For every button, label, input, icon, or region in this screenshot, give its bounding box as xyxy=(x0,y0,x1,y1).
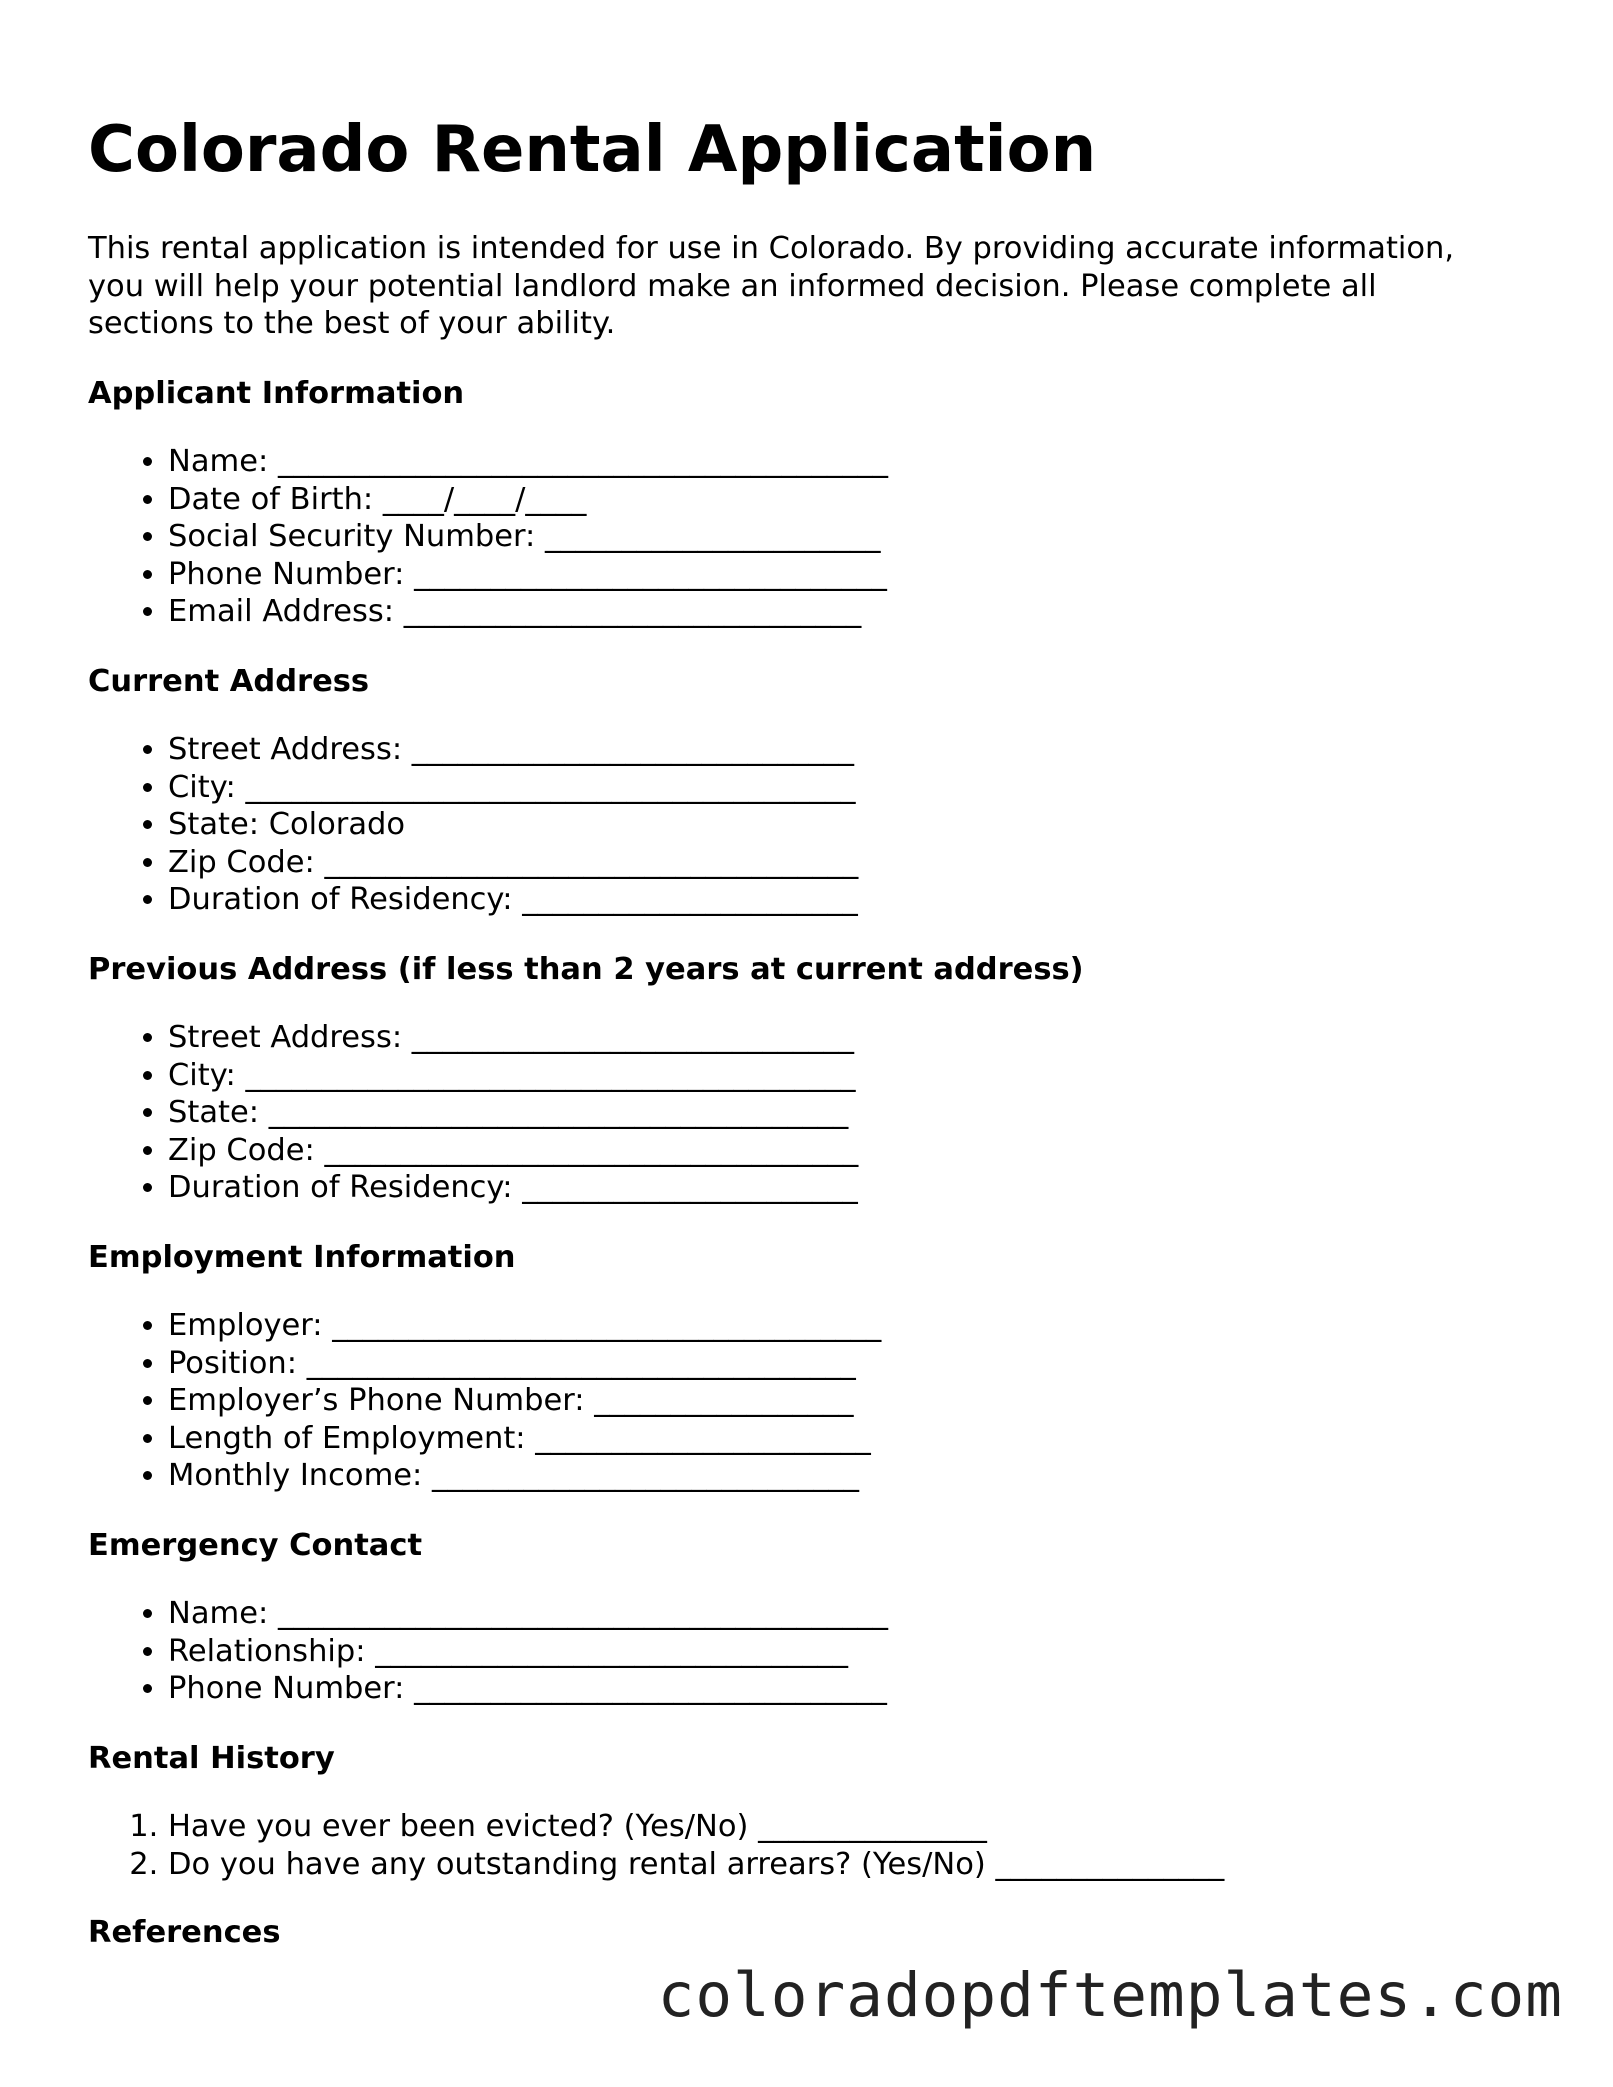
list-item-duration: • Duration of Residency: ______________________ xyxy=(168,881,858,919)
list-item-employer: • Employer: ____________________________________ xyxy=(168,1307,881,1345)
list-item-name: • Name: ________________________________________ xyxy=(168,1595,888,1633)
list-item-arrears: 2. Do you have any outstanding rental arrears? (Yes/No) _______________ xyxy=(168,1846,1224,1884)
rental-history-list xyxy=(88,1808,1224,1883)
section-title-rental-history: Rental History xyxy=(88,1741,335,1776)
list-item-relationship: • Relationship: _______________________________ xyxy=(168,1633,888,1671)
list-item-duration: • Duration of Residency: ______________________ xyxy=(168,1169,858,1207)
section-title-employment: Employment Information xyxy=(88,1240,516,1275)
list-item-date-of-birth: • Date of Birth: ____/____/____ xyxy=(168,481,888,519)
section-title-previous-address: Previous Address (if less than 2 years at current address) xyxy=(88,952,1084,987)
list-item-evicted: 1. Have you ever been evicted? (Yes/No) _______________ xyxy=(168,1808,1224,1846)
section-title-emergency: Emergency Contact xyxy=(88,1528,423,1563)
list-item-monthly-income: • Monthly Income: ____________________________ xyxy=(168,1457,881,1495)
emergency-list xyxy=(88,1595,888,1708)
list-item-zip: • Zip Code: ___________________________________ xyxy=(168,1132,858,1170)
list-item-city: • City: ________________________________________ xyxy=(168,1057,858,1095)
watermark: coloradopdftemplates.com xyxy=(657,1960,1563,2031)
section-title-references: References xyxy=(88,1915,281,1950)
list-item-state: • State: ______________________________________ xyxy=(168,1094,858,1132)
list-item-state: • State: Colorado xyxy=(168,806,858,844)
list-item-zip: • Zip Code: ___________________________________ xyxy=(168,844,858,882)
section-title-current-address: Current Address xyxy=(88,664,370,699)
list-item-phone: • Phone Number: _______________________________ xyxy=(168,556,888,594)
list-item-ssn: • Social Security Number: ______________________ xyxy=(168,518,888,556)
list-item-street: • Street Address: _____________________________ xyxy=(168,1019,858,1057)
list-item-city: • City: ________________________________________ xyxy=(168,769,858,807)
list-item-name: • Name: ________________________________________ xyxy=(168,443,888,481)
intro-paragraph: This rental application is intended for use in Colorado. By providing accurate information, you will help your potential landlord make an informed decision. Please complete all sections to the best of your ability. xyxy=(88,231,1455,341)
employment-list xyxy=(88,1307,881,1495)
list-item-position: • Position: ____________________________________ xyxy=(168,1345,881,1383)
list-item-phone: • Phone Number: _______________________________ xyxy=(168,1670,888,1708)
list-item-email: • Email Address: ______________________________ xyxy=(168,593,888,631)
section-title-applicant: Applicant Information xyxy=(88,376,465,411)
list-item-length-of-employment: • Length of Employment: ______________________ xyxy=(168,1420,881,1458)
previous-address-list xyxy=(88,1019,858,1207)
list-item-employer-phone: • Employer’s Phone Number: _________________ xyxy=(168,1382,881,1420)
current-address-list xyxy=(88,731,858,919)
list-item-street: • Street Address: _____________________________ xyxy=(168,731,858,769)
page-title: Colorado Rental Application xyxy=(88,113,1097,187)
applicant-list xyxy=(88,443,888,631)
